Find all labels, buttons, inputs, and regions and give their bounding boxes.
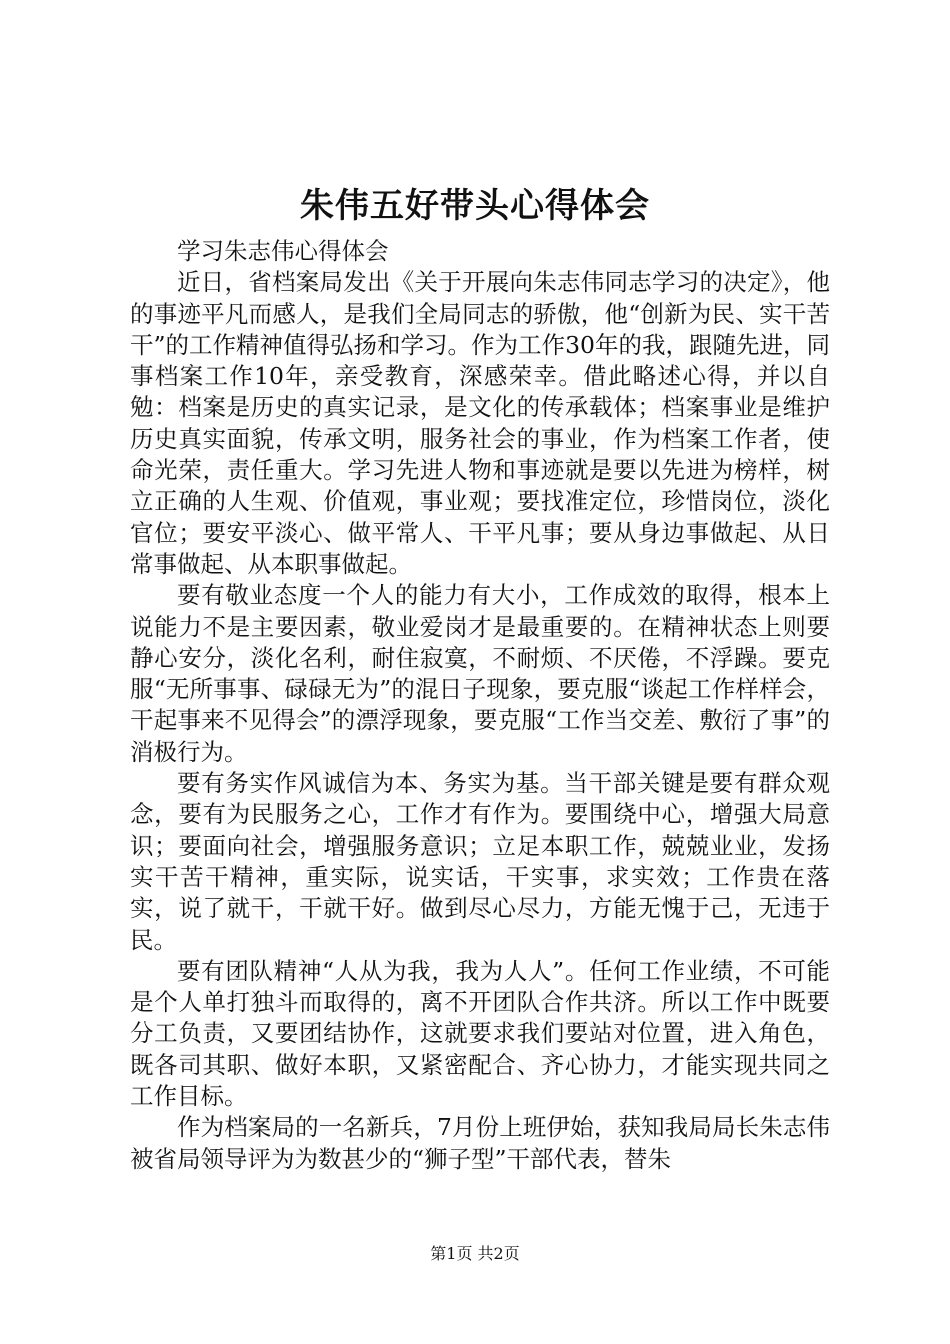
paragraph: 作为档案局的一名新兵，7月份上班伊始，获知我局局长朱志伟被省局领导评为为数甚少的“狮子型”干部代表，替朱 (130, 1113, 830, 1173)
paragraph: 要有务实作风诚信为本、务实为基。当干部关键是要有群众观念，要有为民服务之心，工作才有作为。要围绕中心，增强大局意识；要面向社会，增强服务意识；立足本职工作，兢兢业业，发扬实干苦干精神，重实际，说实话，干实事，求实效；工作贵在落实，说了就干，干就干好。做到尽心尽力，方能无愧于己，无违于民。 (130, 769, 830, 954)
paragraph: 要有敬业态度一个人的能力有大小，工作成效的取得，根本上说能力不是主要因素，敬业爱岗才是最重要的。在精神状态上则要静心安分，淡化名利，耐住寂寞，不耐烦、不厌倦，不浮躁。要克服“无所事事、碌碌无为”的混日子现象，要克服“谈起工作样样会，干起事来不见得会”的漂浮现象，要克服“工作当交差、敷衍了事”的消极行为。 (130, 581, 830, 766)
document-title: 朱伟五好带头心得体会 (300, 186, 650, 226)
document-subtitle: 学习朱志伟心得体会 (177, 237, 389, 265)
page-number-footer: 第1页 共2页 (430, 1244, 520, 1263)
paragraph: 要有团队精神“人从为我，我为人人”。任何工作业绩，不可能是个人单打独斗而取得的，离不开团队合作共济。所以工作中既要分工负责，又要团结协作，这就要求我们要站对位置，进入角色，既各司其职、做好本职，又紧密配合、齐心协力，才能实现共同之工作目标。 (130, 956, 830, 1111)
paragraph: 近日，省档案局发出《关于开展向朱志伟同志学习的决定》，他的事迹平凡而感人，是我们全局同志的骄傲，他“创新为民、实干苦干”的工作精神值得弘扬和学习。作为工作30年的我，跟随先进，同事档案工作10年，亲受教育，深感荣幸。借此略述心得，并以自勉：档案是历史的真实记录，是文化的传承载体；档案事业是维护历史真实面貌，传承文明，服务社会的事业，作为档案工作者，使命光荣，责任重大。学习先进人物和事迹就是要以先进为榜样，树立正确的人生观、价值观，事业观；要找准定位，珍惜岗位，淡化官位；要安平淡心、做平常人、干平凡事；要从身边事做起、从日常事做起、从本职事做起。 (130, 268, 830, 578)
document-body (130, 236, 830, 1175)
